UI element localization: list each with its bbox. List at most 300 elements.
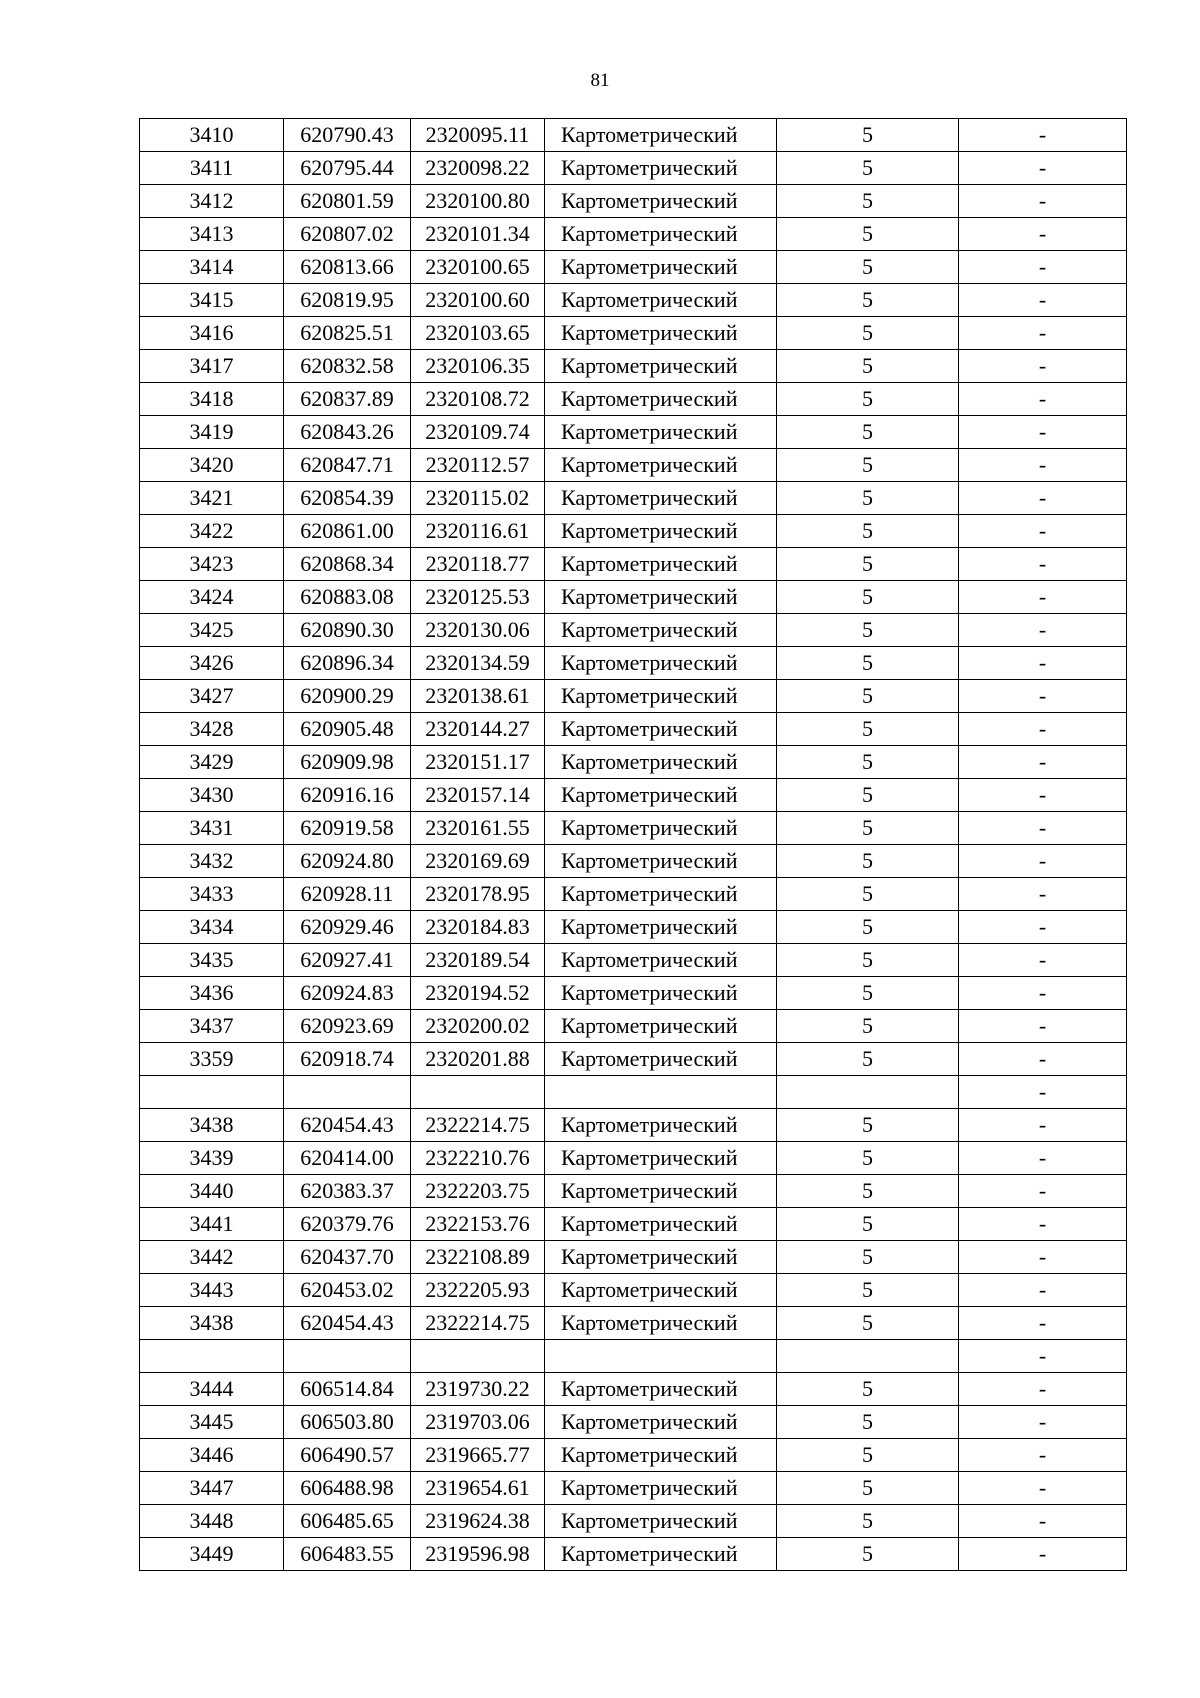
point-number-cell: 3448 <box>140 1505 284 1538</box>
accuracy-cell: 5 <box>777 878 959 911</box>
point-number-cell: 3440 <box>140 1175 284 1208</box>
x-coordinate-cell: 620453.02 <box>284 1274 411 1307</box>
x-coordinate-cell: 620790.43 <box>284 119 411 152</box>
description-cell: - <box>959 911 1127 944</box>
accuracy-cell: 5 <box>777 581 959 614</box>
point-number-cell: 3433 <box>140 878 284 911</box>
description-cell: - <box>959 1175 1127 1208</box>
coordinates-table <box>139 118 1127 1571</box>
table-row <box>140 1373 1127 1406</box>
accuracy-cell: 5 <box>777 218 959 251</box>
y-coordinate-cell: 2322214.75 <box>411 1307 545 1340</box>
description-cell: - <box>959 1076 1127 1109</box>
point-number-cell: 3415 <box>140 284 284 317</box>
y-coordinate-cell: 2320118.77 <box>411 548 545 581</box>
y-coordinate-cell: 2320098.22 <box>411 152 545 185</box>
accuracy-cell: 5 <box>777 977 959 1010</box>
accuracy-cell: 5 <box>777 1373 959 1406</box>
y-coordinate-cell: 2322203.75 <box>411 1175 545 1208</box>
y-coordinate-cell: 2320100.65 <box>411 251 545 284</box>
table-row <box>140 185 1127 218</box>
point-number-cell: 3416 <box>140 317 284 350</box>
x-coordinate-cell: 606514.84 <box>284 1373 411 1406</box>
point-number-cell: 3411 <box>140 152 284 185</box>
x-coordinate-cell: 620414.00 <box>284 1142 411 1175</box>
point-number-cell: 3424 <box>140 581 284 614</box>
table-row <box>140 1439 1127 1472</box>
x-coordinate-cell: 620383.37 <box>284 1175 411 1208</box>
accuracy-cell: 5 <box>777 1439 959 1472</box>
y-coordinate-cell: 2320112.57 <box>411 449 545 482</box>
y-coordinate-cell: 2320103.65 <box>411 317 545 350</box>
method-cell: Картометрический <box>545 746 777 779</box>
table-row <box>140 1406 1127 1439</box>
method-cell: Картометрический <box>545 1373 777 1406</box>
y-coordinate-cell: 2320169.69 <box>411 845 545 878</box>
table-row <box>140 119 1127 152</box>
accuracy-cell: 5 <box>777 383 959 416</box>
y-coordinate-cell: 2319654.61 <box>411 1472 545 1505</box>
y-coordinate-cell: 2320100.80 <box>411 185 545 218</box>
table-row <box>140 944 1127 977</box>
method-cell: Картометрический <box>545 515 777 548</box>
method-cell: Картометрический <box>545 680 777 713</box>
accuracy-cell: 5 <box>777 680 959 713</box>
point-number-cell: 3441 <box>140 1208 284 1241</box>
y-coordinate-cell: 2320184.83 <box>411 911 545 944</box>
description-cell: - <box>959 1142 1127 1175</box>
coordinates-table-body <box>140 119 1127 1571</box>
description-cell: - <box>959 1340 1127 1373</box>
y-coordinate-cell <box>411 1340 545 1373</box>
accuracy-cell: 5 <box>777 449 959 482</box>
point-number-cell: 3413 <box>140 218 284 251</box>
y-coordinate-cell: 2322205.93 <box>411 1274 545 1307</box>
x-coordinate-cell: 620890.30 <box>284 614 411 647</box>
x-coordinate-cell: 620813.66 <box>284 251 411 284</box>
method-cell: Картометрический <box>545 1439 777 1472</box>
point-number-cell <box>140 1340 284 1373</box>
table-row <box>140 1175 1127 1208</box>
accuracy-cell: 5 <box>777 1142 959 1175</box>
y-coordinate-cell: 2319596.98 <box>411 1538 545 1571</box>
y-coordinate-cell: 2320125.53 <box>411 581 545 614</box>
method-cell: Картометрический <box>545 1307 777 1340</box>
accuracy-cell: 5 <box>777 812 959 845</box>
accuracy-cell: 5 <box>777 713 959 746</box>
point-number-cell: 3427 <box>140 680 284 713</box>
table-row <box>140 614 1127 647</box>
method-cell: Картометрический <box>545 119 777 152</box>
x-coordinate-cell: 620923.69 <box>284 1010 411 1043</box>
point-number-cell: 3418 <box>140 383 284 416</box>
x-coordinate-cell: 620795.44 <box>284 152 411 185</box>
description-cell: - <box>959 944 1127 977</box>
description-cell: - <box>959 845 1127 878</box>
table-row <box>140 218 1127 251</box>
description-cell: - <box>959 1373 1127 1406</box>
accuracy-cell: 5 <box>777 1406 959 1439</box>
accuracy-cell: 5 <box>777 746 959 779</box>
table-row <box>140 1340 1127 1373</box>
description-cell: - <box>959 1505 1127 1538</box>
point-number-cell: 3437 <box>140 1010 284 1043</box>
accuracy-cell: 5 <box>777 1010 959 1043</box>
method-cell: Картометрический <box>545 812 777 845</box>
x-coordinate-cell: 606503.80 <box>284 1406 411 1439</box>
table-row <box>140 251 1127 284</box>
method-cell: Картометрический <box>545 1043 777 1076</box>
point-number-cell: 3447 <box>140 1472 284 1505</box>
description-cell: - <box>959 482 1127 515</box>
x-coordinate-cell: 620379.76 <box>284 1208 411 1241</box>
table-row <box>140 1274 1127 1307</box>
table-row <box>140 152 1127 185</box>
description-cell: - <box>959 416 1127 449</box>
y-coordinate-cell: 2320201.88 <box>411 1043 545 1076</box>
x-coordinate-cell: 620832.58 <box>284 350 411 383</box>
point-number-cell <box>140 1076 284 1109</box>
page-number: 81 <box>590 70 610 91</box>
x-coordinate-cell: 620819.95 <box>284 284 411 317</box>
table-row <box>140 1010 1127 1043</box>
point-number-cell: 3446 <box>140 1439 284 1472</box>
description-cell: - <box>959 977 1127 1010</box>
method-cell: Картометрический <box>545 416 777 449</box>
method-cell: Картометрический <box>545 1109 777 1142</box>
point-number-cell: 3443 <box>140 1274 284 1307</box>
accuracy-cell: 5 <box>777 152 959 185</box>
accuracy-cell: 5 <box>777 1307 959 1340</box>
method-cell: Картометрический <box>545 581 777 614</box>
x-coordinate-cell: 620847.71 <box>284 449 411 482</box>
description-cell: - <box>959 152 1127 185</box>
description-cell: - <box>959 1043 1127 1076</box>
x-coordinate-cell: 620896.34 <box>284 647 411 680</box>
accuracy-cell: 5 <box>777 119 959 152</box>
accuracy-cell: 5 <box>777 1274 959 1307</box>
table-row <box>140 977 1127 1010</box>
table-row <box>140 1109 1127 1142</box>
method-cell: Картометрический <box>545 317 777 350</box>
method-cell: Картометрический <box>545 1505 777 1538</box>
method-cell: Картометрический <box>545 647 777 680</box>
description-cell: - <box>959 878 1127 911</box>
table-row <box>140 680 1127 713</box>
method-cell: Картометрический <box>545 251 777 284</box>
description-cell: - <box>959 713 1127 746</box>
accuracy-cell: 5 <box>777 1043 959 1076</box>
description-cell: - <box>959 218 1127 251</box>
x-coordinate-cell <box>284 1076 411 1109</box>
accuracy-cell: 5 <box>777 548 959 581</box>
point-number-cell: 3431 <box>140 812 284 845</box>
description-cell: - <box>959 1406 1127 1439</box>
accuracy-cell: 5 <box>777 350 959 383</box>
point-number-cell: 3422 <box>140 515 284 548</box>
method-cell: Картометрический <box>545 1274 777 1307</box>
x-coordinate-cell: 620454.43 <box>284 1307 411 1340</box>
table-row <box>140 1043 1127 1076</box>
y-coordinate-cell: 2320138.61 <box>411 680 545 713</box>
x-coordinate-cell: 620919.58 <box>284 812 411 845</box>
point-number-cell: 3439 <box>140 1142 284 1175</box>
x-coordinate-cell: 620854.39 <box>284 482 411 515</box>
x-coordinate-cell: 620924.80 <box>284 845 411 878</box>
point-number-cell: 3430 <box>140 779 284 812</box>
table-row <box>140 713 1127 746</box>
point-number-cell: 3438 <box>140 1109 284 1142</box>
accuracy-cell: 5 <box>777 1538 959 1571</box>
y-coordinate-cell: 2320106.35 <box>411 350 545 383</box>
table-row <box>140 812 1127 845</box>
y-coordinate-cell: 2320178.95 <box>411 878 545 911</box>
y-coordinate-cell: 2320115.02 <box>411 482 545 515</box>
description-cell: - <box>959 383 1127 416</box>
description-cell: - <box>959 581 1127 614</box>
point-number-cell: 3429 <box>140 746 284 779</box>
table-row <box>140 845 1127 878</box>
description-cell: - <box>959 1472 1127 1505</box>
x-coordinate-cell: 620437.70 <box>284 1241 411 1274</box>
method-cell: Картометрический <box>545 878 777 911</box>
method-cell: Картометрический <box>545 1472 777 1505</box>
table-row <box>140 284 1127 317</box>
x-coordinate-cell: 606483.55 <box>284 1538 411 1571</box>
point-number-cell: 3434 <box>140 911 284 944</box>
method-cell: Картометрический <box>545 1175 777 1208</box>
description-cell: - <box>959 1241 1127 1274</box>
x-coordinate-cell: 620927.41 <box>284 944 411 977</box>
point-number-cell: 3412 <box>140 185 284 218</box>
x-coordinate-cell: 620905.48 <box>284 713 411 746</box>
accuracy-cell: 5 <box>777 185 959 218</box>
point-number-cell: 3421 <box>140 482 284 515</box>
accuracy-cell: 5 <box>777 284 959 317</box>
y-coordinate-cell: 2320189.54 <box>411 944 545 977</box>
description-cell: - <box>959 317 1127 350</box>
method-cell: Картометрический <box>545 977 777 1010</box>
y-coordinate-cell: 2320109.74 <box>411 416 545 449</box>
table-row <box>140 383 1127 416</box>
x-coordinate-cell: 620801.59 <box>284 185 411 218</box>
accuracy-cell: 5 <box>777 515 959 548</box>
table-row <box>140 449 1127 482</box>
point-number-cell: 3425 <box>140 614 284 647</box>
x-coordinate-cell: 620454.43 <box>284 1109 411 1142</box>
description-cell: - <box>959 350 1127 383</box>
accuracy-cell: 5 <box>777 1505 959 1538</box>
x-coordinate-cell: 620924.83 <box>284 977 411 1010</box>
y-coordinate-cell <box>411 1076 545 1109</box>
method-cell: Картометрический <box>545 845 777 878</box>
y-coordinate-cell: 2319703.06 <box>411 1406 545 1439</box>
description-cell: - <box>959 284 1127 317</box>
accuracy-cell: 5 <box>777 1109 959 1142</box>
method-cell: Картометрический <box>545 911 777 944</box>
y-coordinate-cell: 2320108.72 <box>411 383 545 416</box>
y-coordinate-cell: 2319665.77 <box>411 1439 545 1472</box>
method-cell: Картометрический <box>545 614 777 647</box>
description-cell: - <box>959 647 1127 680</box>
accuracy-cell: 5 <box>777 251 959 284</box>
x-coordinate-cell: 620918.74 <box>284 1043 411 1076</box>
point-number-cell: 3432 <box>140 845 284 878</box>
description-cell: - <box>959 779 1127 812</box>
method-cell: Картометрический <box>545 779 777 812</box>
point-number-cell: 3420 <box>140 449 284 482</box>
method-cell: Картометрический <box>545 383 777 416</box>
method-cell <box>545 1340 777 1373</box>
y-coordinate-cell: 2320101.34 <box>411 218 545 251</box>
accuracy-cell: 5 <box>777 944 959 977</box>
table-row <box>140 878 1127 911</box>
y-coordinate-cell: 2322108.89 <box>411 1241 545 1274</box>
accuracy-cell <box>777 1340 959 1373</box>
y-coordinate-cell: 2322153.76 <box>411 1208 545 1241</box>
y-coordinate-cell: 2322210.76 <box>411 1142 545 1175</box>
accuracy-cell: 5 <box>777 317 959 350</box>
y-coordinate-cell: 2320161.55 <box>411 812 545 845</box>
y-coordinate-cell: 2320194.52 <box>411 977 545 1010</box>
point-number-cell: 3436 <box>140 977 284 1010</box>
accuracy-cell <box>777 1076 959 1109</box>
method-cell: Картометрический <box>545 449 777 482</box>
y-coordinate-cell: 2322214.75 <box>411 1109 545 1142</box>
description-cell: - <box>959 680 1127 713</box>
y-coordinate-cell: 2319730.22 <box>411 1373 545 1406</box>
table-row <box>140 317 1127 350</box>
table-row <box>140 581 1127 614</box>
y-coordinate-cell: 2320151.17 <box>411 746 545 779</box>
y-coordinate-cell: 2319624.38 <box>411 1505 545 1538</box>
x-coordinate-cell: 620909.98 <box>284 746 411 779</box>
x-coordinate-cell <box>284 1340 411 1373</box>
description-cell: - <box>959 746 1127 779</box>
x-coordinate-cell: 620928.11 <box>284 878 411 911</box>
method-cell: Картометрический <box>545 350 777 383</box>
accuracy-cell: 5 <box>777 1175 959 1208</box>
x-coordinate-cell: 620929.46 <box>284 911 411 944</box>
table-row <box>140 1538 1127 1571</box>
method-cell: Картометрический <box>545 218 777 251</box>
point-number-cell: 3423 <box>140 548 284 581</box>
table-row <box>140 647 1127 680</box>
description-cell: - <box>959 251 1127 284</box>
method-cell: Картометрический <box>545 482 777 515</box>
method-cell: Картометрический <box>545 1142 777 1175</box>
y-coordinate-cell: 2320095.11 <box>411 119 545 152</box>
table-row <box>140 779 1127 812</box>
point-number-cell: 3428 <box>140 713 284 746</box>
x-coordinate-cell: 620843.26 <box>284 416 411 449</box>
accuracy-cell: 5 <box>777 845 959 878</box>
table-row <box>140 911 1127 944</box>
y-coordinate-cell: 2320200.02 <box>411 1010 545 1043</box>
x-coordinate-cell: 620807.02 <box>284 218 411 251</box>
y-coordinate-cell: 2320134.59 <box>411 647 545 680</box>
method-cell: Картометрический <box>545 284 777 317</box>
method-cell: Картометрический <box>545 1010 777 1043</box>
point-number-cell: 3442 <box>140 1241 284 1274</box>
accuracy-cell: 5 <box>777 416 959 449</box>
accuracy-cell: 5 <box>777 911 959 944</box>
x-coordinate-cell: 606490.57 <box>284 1439 411 1472</box>
description-cell: - <box>959 515 1127 548</box>
accuracy-cell: 5 <box>777 614 959 647</box>
x-coordinate-cell: 620916.16 <box>284 779 411 812</box>
table-row <box>140 1142 1127 1175</box>
table-row <box>140 1307 1127 1340</box>
description-cell: - <box>959 1439 1127 1472</box>
description-cell: - <box>959 548 1127 581</box>
table-row <box>140 416 1127 449</box>
point-number-cell: 3438 <box>140 1307 284 1340</box>
point-number-cell: 3445 <box>140 1406 284 1439</box>
method-cell: Картометрический <box>545 1208 777 1241</box>
x-coordinate-cell: 620900.29 <box>284 680 411 713</box>
table-row <box>140 548 1127 581</box>
description-cell: - <box>959 614 1127 647</box>
method-cell: Картометрический <box>545 713 777 746</box>
point-number-cell: 3435 <box>140 944 284 977</box>
table-row <box>140 515 1127 548</box>
method-cell: Картометрический <box>545 1241 777 1274</box>
accuracy-cell: 5 <box>777 482 959 515</box>
point-number-cell: 3359 <box>140 1043 284 1076</box>
table-row <box>140 1472 1127 1505</box>
method-cell <box>545 1076 777 1109</box>
accuracy-cell: 5 <box>777 779 959 812</box>
y-coordinate-cell: 2320130.06 <box>411 614 545 647</box>
description-cell: - <box>959 119 1127 152</box>
description-cell: - <box>959 1307 1127 1340</box>
table-row <box>140 350 1127 383</box>
method-cell: Картометрический <box>545 1406 777 1439</box>
point-number-cell: 3410 <box>140 119 284 152</box>
description-cell: - <box>959 812 1127 845</box>
x-coordinate-cell: 606488.98 <box>284 1472 411 1505</box>
accuracy-cell: 5 <box>777 1472 959 1505</box>
y-coordinate-cell: 2320100.60 <box>411 284 545 317</box>
method-cell: Картометрический <box>545 548 777 581</box>
point-number-cell: 3426 <box>140 647 284 680</box>
table-row <box>140 1505 1127 1538</box>
description-cell: - <box>959 449 1127 482</box>
y-coordinate-cell: 2320157.14 <box>411 779 545 812</box>
accuracy-cell: 5 <box>777 647 959 680</box>
y-coordinate-cell: 2320144.27 <box>411 713 545 746</box>
description-cell: - <box>959 1208 1127 1241</box>
description-cell: - <box>959 1538 1127 1571</box>
x-coordinate-cell: 620868.34 <box>284 548 411 581</box>
table-row <box>140 1076 1127 1109</box>
method-cell: Картометрический <box>545 185 777 218</box>
accuracy-cell: 5 <box>777 1208 959 1241</box>
point-number-cell: 3414 <box>140 251 284 284</box>
accuracy-cell: 5 <box>777 1241 959 1274</box>
point-number-cell: 3444 <box>140 1373 284 1406</box>
description-cell: - <box>959 185 1127 218</box>
x-coordinate-cell: 620861.00 <box>284 515 411 548</box>
point-number-cell: 3419 <box>140 416 284 449</box>
y-coordinate-cell: 2320116.61 <box>411 515 545 548</box>
method-cell: Картометрический <box>545 1538 777 1571</box>
x-coordinate-cell: 620837.89 <box>284 383 411 416</box>
table-row <box>140 746 1127 779</box>
x-coordinate-cell: 606485.65 <box>284 1505 411 1538</box>
description-cell: - <box>959 1274 1127 1307</box>
